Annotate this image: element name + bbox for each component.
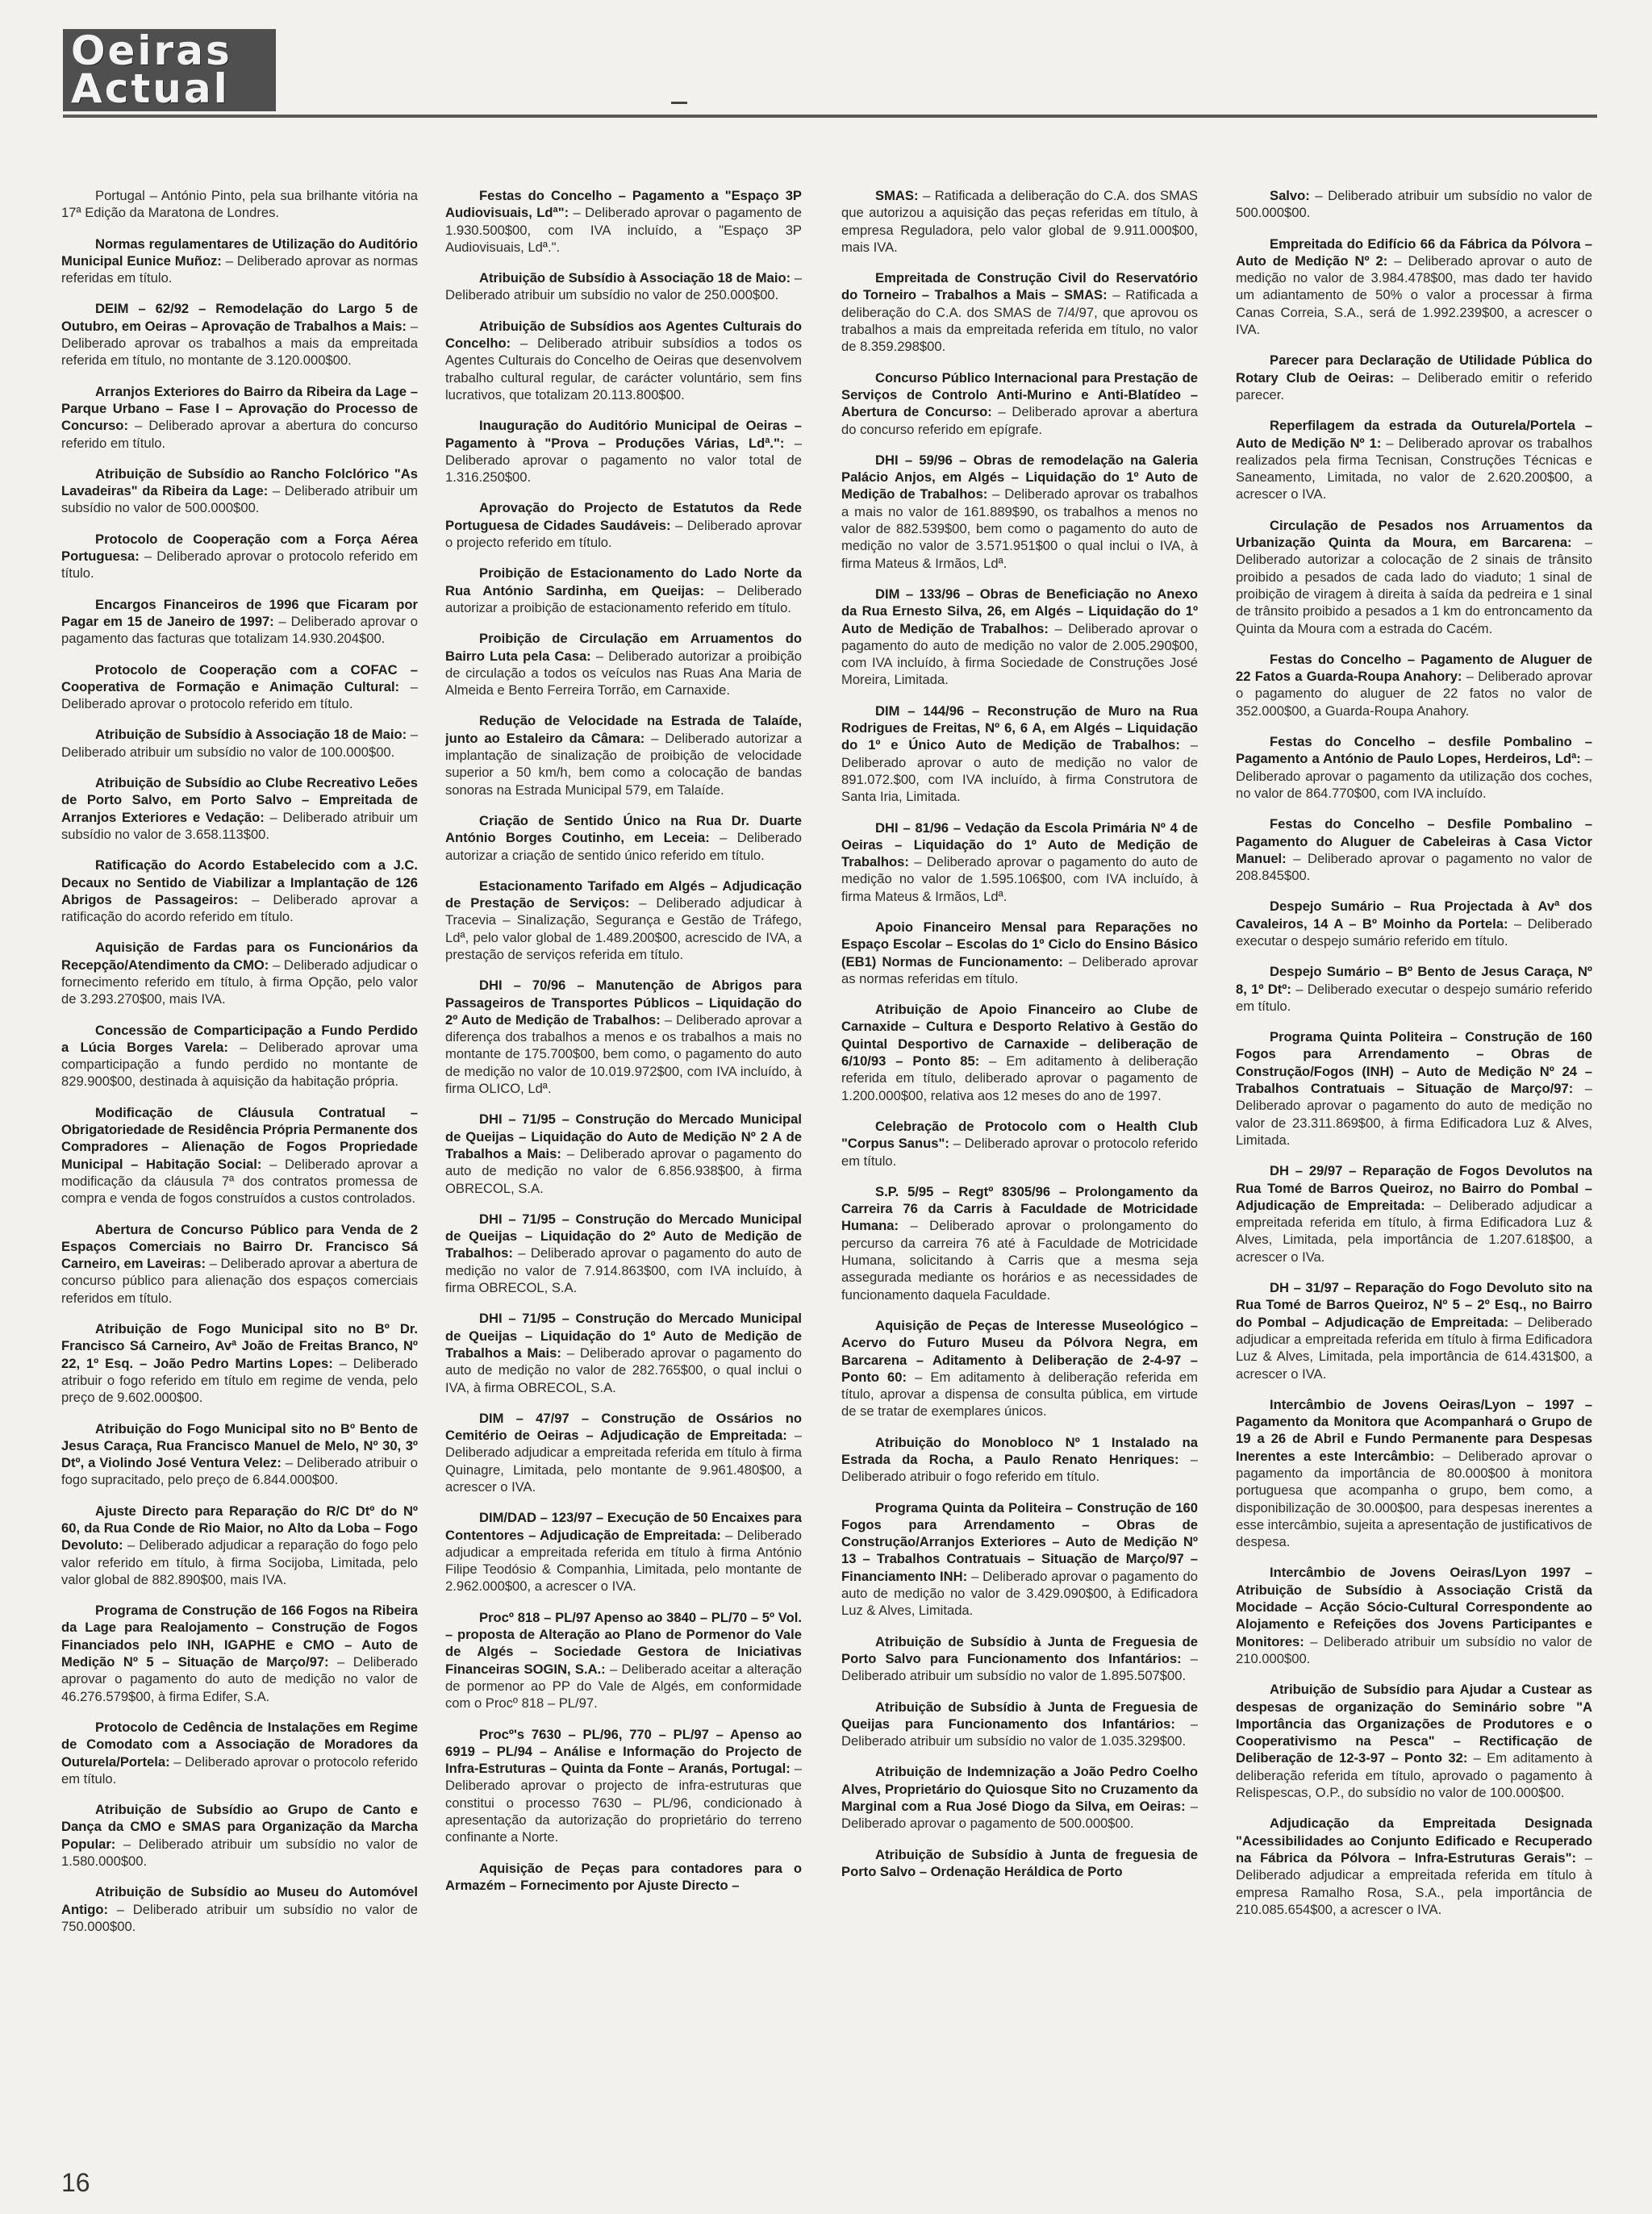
text-column-3 — [841, 187, 1198, 2123]
resolution-item — [1236, 517, 1592, 637]
resolution-text: – Deliberado autorizar a criação de sentido único referido em título. — [445, 830, 802, 863]
resolution-text: – Deliberado aprovar o projecto referido em título. — [445, 517, 802, 551]
resolution-item — [841, 1763, 1198, 1832]
resolution-text: – Deliberado atribuir o fogo referido em título em regime de venda, pelo preço de 9.602.000$00. — [61, 1355, 418, 1406]
resolution-item — [61, 1883, 418, 1935]
resolution-item — [61, 531, 418, 582]
resolution-item — [841, 1846, 1198, 1881]
resolution-heading: Programa Quinta Politeira – Construção de 160 Fogos para Arrendamento – Obras de Construção/Fogos (INH) – Auto de Medição Nº 24 – Trabalhos Contratuais – Situação de Março/97: — [1236, 1029, 1592, 1097]
text-column-4 — [1236, 187, 1592, 2123]
resolution-heading: Concessão de Comparticipação a Fundo Perdido a Lúcia Borges Varela: — [61, 1022, 418, 1055]
resolution-text: – Deliberado aprovar a ratificação do acordo referido em título. — [61, 891, 418, 925]
resolution-item — [445, 812, 802, 864]
resolution-heading: S.P. 5/95 – Regtº 8305/96 – Prolongamento da Carreira 76 da Carris à Faculdade de Motricidade Humana: — [841, 1183, 1198, 1234]
resolution-heading: DHI – 81/96 – Vedação da Escola Primária Nº 4 de Oeiras – Liquidação do 1º Auto de Medição de Trabalhos: — [841, 819, 1198, 870]
resolution-text: – Deliberado aprovar o protocolo referido em título. — [61, 678, 418, 712]
resolution-heading: Abertura de Concurso Público para Venda de 2 Espaços Comerciais no Bairro Dr. Francisco Sá Carneiro, em Laveiras: — [61, 1221, 418, 1272]
resolution-text: – Deliberado atribuir um subsídio no valor de 500.000$00. — [1236, 188, 1592, 221]
resolution-item — [1236, 963, 1592, 1015]
resolution-text: – Deliberado adjudicar a empreitada referida em título à firma Quinagre, Limitada, pelo montante de 9.961.480$00, a acrescer o IVA. — [445, 1428, 802, 1495]
resolution-text: – Deliberado atribuir um subsídio no valor de 500.000$00. — [61, 483, 418, 516]
resolution-heading: Empreitada de Construção Civil do Reservatório do Torneiro – Trabalhos a Mais – SMAS: — [841, 270, 1198, 303]
resolution-heading: Criação de Sentido Único na Rua Dr. Duarte António Borges Coutinho, em Leceia: — [445, 812, 802, 846]
resolution-item — [61, 1719, 418, 1787]
resolution-item — [61, 726, 418, 761]
resolution-text: – Deliberado aprovar o pagamento das facturas que totalizam 14.930.204$00. — [61, 613, 418, 647]
resolution-heading: Atribuição de Subsídio ao Grupo de Canto e Dança da CMO e SMAS para Organização da Marcha Popular: — [61, 1802, 418, 1852]
resolution-item — [841, 586, 1198, 689]
resolution-item — [841, 369, 1198, 438]
resolution-heading: Concurso Público Internacional para Prestação de Serviços de Controlo Anti-Murino e Anti-Blatídeo – Abertura de Concurso: — [841, 369, 1198, 420]
resolution-heading: Protocolo de Cooperação com a COFAC – Cooperativa de Formação e Animação Cultural: — [61, 661, 418, 694]
resolution-item — [61, 300, 418, 369]
resolution-text: – Deliberado autorizar a proibição de estacionamento referido em título. — [445, 582, 802, 615]
resolution-text: – Deliberado adjudicar a empreitada referida em título à firma Edificadora Luz & Alves, Limitada, pela importância de 614.431$00, a acrescer o IVA. — [1236, 1314, 1592, 1382]
resolution-text: – Em aditamento à deliberação referida em título, deliberado aprovar o pagamento de 1.200.000$00, relativa aos 12 meses do ano de 1997. — [841, 1053, 1198, 1103]
resolution-item — [841, 1434, 1198, 1486]
resolution-item — [445, 318, 802, 403]
resolution-heading: Atribuição de Subsídio ao Rancho Folclórico "As Lavadeiras" da Ribeira da Lage: — [61, 465, 418, 499]
resolution-heading: DHI – 71/95 – Construção do Mercado Municipal de Queijas – Liquidação do 1º Auto de Medição de Trabalhos a Mais: — [445, 1311, 802, 1361]
resolution-text: – Em aditamento à deliberação referida em título, aprovar a dispensa de consulta pública, em virtude de se tratar de exemplares únicos. — [841, 1369, 1198, 1420]
resolution-heading: Atribuição de Subsídio à Junta de freguesia de Porto Salvo – Ordenação Heráldica de Porto — [841, 1846, 1198, 1879]
resolution-text: – Deliberado adjudicar a empreitada referida em título à empresa Ramalho Rosa, S.A., pela importância de 210.085.654$00, a acrescer o IVA. — [1236, 1849, 1592, 1917]
resolution-text: – Deliberado emitir o referido parecer. — [1236, 369, 1592, 402]
resolution-item — [61, 1320, 418, 1406]
resolution-item — [841, 1317, 1198, 1420]
resolution-text: – Em aditamento à deliberação referida em título, aprovado o pagamento à Relispescas, O.P., do subsídio no valor de 100.000$00. — [1236, 1750, 1592, 1801]
resolution-heading: Aquisição de Fardas para os Funcionários da Recepção/Atendimento da CMO: — [61, 940, 418, 973]
resolution-item — [1236, 1564, 1592, 1667]
resolution-text: – Deliberado aprovar o pagamento de 500.000$00. — [841, 1799, 1198, 1832]
resolution-text: – Ratificada a deliberação do C.A. dos SMAS de 7/4/97, que aprovou os trabalhos a mais da empreitada referida em título, no valor de 8.359.298$00. — [841, 287, 1198, 355]
resolution-item — [61, 383, 418, 452]
resolution-heading: Atribuição de Subsídios aos Agentes Culturais do Concelho: — [445, 318, 802, 352]
resolution-heading: Celebração de Protocolo com o Health Club "Corpus Sanus": — [841, 1118, 1198, 1152]
resolution-text: – Deliberado aprovar o pagamento do auto de medição no valor de 2.005.290$00, com IVA incluído, à firma Sociedade de Construções José Moreira, Limitada. — [841, 620, 1198, 688]
resolution-heading: Apoio Financeiro Mensal para Reparações no Espaço Escolar – Escolas do 1º Ciclo do Ensino Básico (EB1) Normas de Funcionamento: — [841, 919, 1198, 969]
resolution-text: – Deliberado autorizar a colocação de 2 sinais de trânsito proibido a pesados de cada lado do viaduto; 1 sinal de proibição de viragem à direita à saída da pedreira e 1 sinal de trânsito proibido a pesados a 1 km do entroncamento da Quinta da Moura com a estrada do Cacém. — [1236, 535, 1592, 636]
resolution-heading: DIM – 144/96 – Reconstrução de Muro na Rua Rodrigues de Freitas, Nº 6, 6 A, em Algés – Liquidação do 1º e Único Auto de Medição de Trabalhos: — [841, 703, 1198, 753]
resolution-item — [61, 1602, 418, 1705]
resolution-item — [61, 857, 418, 925]
resolution-text: – Deliberado autorizar a proibição de circulação a todos os veículos nas Ruas Ana Maria de Almeida e Bento Ferreira Torrão, em Carnaxide. — [445, 648, 802, 698]
resolution-heading: Festas do Concelho – Desfile Pombalino – Pagamento do Aluguer de Cabeleiras à Casa Victor Manuel: — [1236, 816, 1592, 866]
resolution-item — [61, 1420, 418, 1489]
resolution-heading: Atribuição de Indemnização a João Pedro Coelho Alves, Proprietário do Quiosque Sito no Cruzamento da Marginal com a Rua José Diogo da Silva, em Oeiras: — [841, 1764, 1198, 1815]
resolution-text: – Ratificada a deliberação do C.A. dos SMAS que autorizou a aquisição das peças referidas em título, à empresa Reguladora, pelo valor global de 9.911.000$00, mais IVA. — [841, 188, 1198, 255]
resolution-heading: Despejo Sumário – Bº Bento de Jesus Caraça, Nº 8, 1º Dtº: — [1236, 964, 1592, 997]
resolution-item — [1236, 651, 1592, 719]
resolution-heading: Procº's 7630 – PL/96, 770 – PL/97 – Apenso ao 6919 – PL/94 – Análise e Informação do Projecto de Infra-Estruturas – Quinta da Fonte – Aranás, Portugal: — [445, 1726, 802, 1777]
resolution-item — [61, 774, 418, 843]
resolution-item — [445, 712, 802, 798]
resolution-item — [445, 269, 802, 304]
resolution-text: – Deliberado aprovar o protocolo referido em título. — [841, 1136, 1198, 1169]
resolution-item — [445, 1111, 802, 1196]
resolution-heading: Atribuição de Subsídio ao Museu do Automóvel Antigo: — [61, 1884, 418, 1917]
resolution-heading: Reperfilagem da estrada da Outurela/Portela – Auto de Medição Nº 1: — [1236, 418, 1592, 451]
masthead-line-2: Actual — [71, 65, 230, 112]
resolution-heading: DH – 29/97 – Reparação de Fogos Devolutos na Rua Tomé de Barros Queiroz, no Bairro do Pombal – Adjudicação de Empreitada: — [1236, 1163, 1592, 1213]
resolution-heading: Procº 818 – PL/97 Apenso ao 3840 – PL/70 – 5º Vol. – proposta de Alteração ao Plano de Pormenor do Vale de Algés – Sociedade Gestora de Iniciativas Financeiras SOGIN, S.A.: — [445, 1609, 802, 1677]
resolution-heading: Programa de Construção de 166 Fogos na Ribeira da Lage para Realojamento – Construção de Fogos Financiados pelo INH, IGAPHE e CMO – Auto de Medição Nº 5 – Situação de Março/97: — [61, 1603, 418, 1670]
resolution-item — [1236, 1396, 1592, 1551]
resolution-item — [445, 565, 802, 616]
resolution-heading: Atribuição de Fogo Municipal sito no Bº Dr. Francisco Sá Carneiro, Avª João de Freitas Branco, Nº 22, 1º Esq. – João Pedro Martins Lopes: — [61, 1321, 418, 1371]
resolution-item — [61, 1022, 418, 1090]
resolution-text: – Deliberado aprovar os trabalhos a mais no valor de 161.889$90, os trabalhos a menos no valor de 882.539$00, bem como o pagamento do auto de medição no valor de 3.571.951$00 o qual inclui o IVA, à firma Mateus & Irmãos, Ldª. — [841, 486, 1198, 571]
resolution-item — [61, 596, 418, 648]
resolution-heading: Proibição de Estacionamento do Lado Norte da Rua António Sardinha, em Queijas: — [445, 565, 802, 598]
resolution-item — [61, 1503, 418, 1588]
resolution-item — [445, 1609, 802, 1712]
resolution-text: – Deliberado atribuir o fogo referido em título. — [841, 1452, 1198, 1485]
resolution-item — [1236, 417, 1592, 502]
resolution-item — [1236, 733, 1592, 802]
resolution-text: – Deliberado executar o despejo sumário referido em título. — [1236, 915, 1592, 949]
header-rule — [63, 115, 1597, 118]
resolution-heading: Parecer para Declaração de Utilidade Pública do Rotary Club de Oeiras: — [1236, 352, 1592, 386]
resolution-heading: Festas do Concelho – Pagamento a "Espaço 3P Audiovisuais, Ldª": — [445, 188, 802, 221]
resolution-text: – Deliberado aprovar o pagamento do auto de medição no valor de 1.595.106$00, com IVA incluído, à firma Mateus & Irmãos, Ldª. — [841, 854, 1198, 904]
resolution-heading: Circulação de Pesados nos Arruamentos da Urbanização Quinta da Moura, em Barcarena: — [1236, 517, 1592, 551]
resolution-heading: Festas do Concelho – Pagamento de Aluguer de 22 Fatos a Guarda-Roupa Anahory: — [1236, 651, 1592, 685]
resolution-heading: Normas regulamentares de Utilização do Auditório Municipal Eunice Muñoz: — [61, 236, 418, 269]
resolution-item — [841, 1699, 1198, 1750]
resolution-heading: Estacionamento Tarifado em Algés – Adjudicação de Prestação de Serviços: — [445, 878, 802, 911]
resolution-text: – Deliberado aprovar o pagamento de 1.930.500$00, com IVA incluído, a "Espaço 3P Audiovisuais, Ldª.". — [445, 205, 802, 255]
resolution-item — [841, 703, 1198, 806]
resolution-item — [445, 1310, 802, 1395]
resolution-heading: Atribuição de Subsídio à Junta de Freguesia de Queijas para Funcionamento dos Infantários: — [841, 1699, 1198, 1732]
resolution-text: – Deliberado aprovar o pagamento do auto de medição no valor de 3.429.090$00, à Edificadora Luz & Alves, Limitada. — [841, 1568, 1198, 1619]
resolution-item — [61, 1104, 418, 1207]
resolution-text: – Deliberado atribuir um subsídio no valor de 1.580.000$00. — [61, 1836, 418, 1870]
resolution-item — [445, 630, 802, 698]
resolution-item — [1236, 815, 1592, 884]
resolution-heading: DHI – 59/96 – Obras de remodelação na Galeria Palácio Anjos, em Algés – Liquidação do 1º Auto de Medição de Trabalhos: — [841, 452, 1198, 502]
resolution-text: – Deliberado adjudicar o fornecimento referido em título, à firma Opção, pelo valor de 3.293.270$00, mais IVA. — [61, 957, 418, 1007]
resolution-item — [1236, 1681, 1592, 1801]
resolution-text: – Deliberado aprovar o pagamento do auto de medição no valor de 46.276.579$00, à firma Edifer, S.A. — [61, 1654, 418, 1704]
resolution-item — [61, 1221, 418, 1307]
resolution-heading: DH – 31/97 – Reparação do Fogo Devoluto sito na Rua Tomé de Barros Queiroz, Nº 5 – 2º Esq., no Bairro do Pombal – Adjudicação de Empreitada: — [1236, 1280, 1592, 1330]
resolution-text: – Deliberado atribuir um subsídio no valor de 1.035.329$00. — [841, 1716, 1198, 1749]
resolution-item — [841, 452, 1198, 572]
resolution-heading: SMAS: — [875, 188, 919, 203]
resolution-item — [61, 661, 418, 713]
resolution-item — [1236, 1815, 1592, 1918]
resolution-item — [445, 1211, 802, 1296]
resolution-text: – Deliberado adjudicar à Tracevia – Sinalização, Segurança e Gestão de Tráfego, Ldª, pelo valor global de 1.489.200$00, acrescido de IVA, a prestação de serviços referida em título. — [445, 895, 802, 962]
resolution-item — [61, 236, 418, 287]
resolution-item — [841, 1001, 1198, 1104]
resolution-heading: Redução de Velocidade na Estrada de Talaíde, junto ao Estaleiro da Câmara: — [445, 713, 802, 746]
masthead-logo — [63, 29, 276, 111]
resolution-item — [1236, 898, 1592, 949]
resolution-text: – Deliberado aprovar o protocolo referido em título. — [61, 548, 418, 582]
resolution-item — [445, 1726, 802, 1846]
resolution-heading: Atribuição de Subsídio à Associação 18 de Maio: — [95, 727, 407, 743]
resolution-item — [841, 1183, 1198, 1303]
resolution-heading: Encargos Financeiros de 1996 que Ficaram por Pagar em 15 de Janeiro de 1997: — [61, 596, 418, 629]
resolution-heading: Modificação de Cláusula Contratual – Obrigatoriedade de Residência Própria Permanente dos Compradores – Alienação de Fogos Propriedade Municipal – Habitação Social: — [61, 1104, 418, 1172]
resolution-text: – Deliberado aprovar o auto de medição no valor de 891.072.$00, com IVA incluído, à firma Construtora de Santa Iria, Limitada. — [841, 737, 1198, 805]
resolution-heading: Atribuição de Subsídio ao Clube Recreativo Leões de Porto Salvo, em Porto Salvo – Empreitada de Arranjos Exteriores e Vedação: — [61, 775, 418, 825]
resolution-heading: Atribuição do Fogo Municipal sito no Bº Bento de Jesus Caraça, Rua Francisco Manuel de Melo, Nº 30, 3º Dtº, a Violindo José Ventura Velez: — [61, 1420, 418, 1471]
resolution-item — [445, 1860, 802, 1895]
resolution-text: – Deliberado atribuir um subsídio no valor de 3.658.113$00. — [61, 809, 418, 842]
resolution-heading: DIM – 47/97 – Construção de Ossários no Cemitério de Oeiras – Adjudicação de Empreitada: — [445, 1410, 802, 1444]
resolution-item — [1236, 236, 1592, 339]
resolution-text: – Deliberado autorizar a implantação de sinalização de proibição de velocidade superior a 50 km/h, bem como a colocação de bandas sonoras na Estrada Municipal 579, em Talaíde. — [445, 730, 802, 798]
resolution-item — [61, 939, 418, 1007]
resolution-text: – Deliberado atribuir o fogo supracitado, pelo preço de 6.844.000$00. — [61, 1455, 418, 1488]
resolution-item — [445, 417, 802, 486]
resolution-text: – Deliberado aprovar a diferença dos trabalhos a menos e os trabalhos a mais no montante de 175.700$00, bem como, o pagamento do auto de medição no valor de 10.019.972$00, com IVA incluído, à firma OLICO, Ldª. — [445, 1011, 802, 1097]
resolution-item — [1236, 1028, 1592, 1149]
resolution-text: – Deliberado atribuir um subsídio no valor de 210.000$00. — [1236, 1633, 1592, 1666]
text-column-1 — [61, 187, 418, 2123]
resolution-heading: Protocolo de Cedência de Instalações em Regime de Comodato com a Associação de Moradores da Outurela/Portela: — [61, 1719, 418, 1770]
resolution-heading: Salvo: — [1270, 188, 1310, 203]
resolution-heading: Festas do Concelho – desfile Pombalino – Pagamento a António de Paulo Lopes, Herdeiros, Ldª: — [1236, 734, 1592, 767]
resolution-heading: Aquisição de Peças de Interesse Museológico – Acervo do Futuro Museu da Pólvora Negra, em Barcarena – Aditamento à Deliberação de 2-4-97 – Ponto 60: — [841, 1317, 1198, 1385]
resolution-text: – Deliberado aprovar o auto de medição no valor de 3.984.478$00, mas dado ter havido um adiantamento de 50% o valor a processar à firma Canas Correia, S.A., será de 1.992.239$00, a acrescer o IVA. — [1236, 252, 1592, 338]
text-column-2 — [445, 187, 802, 2123]
resolution-item — [61, 187, 418, 222]
resolution-text: – Deliberado atribuir subsídios a todos os Agentes Culturais do Concelho de Oeiras que desenvolvem trabalho cultural regular, de carácter voluntário, sem fins lucrativos, que totalizam 20.113.800$00. — [445, 336, 802, 402]
resolution-text: – Deliberado aprovar a abertura do concurso referido em título. — [61, 418, 418, 451]
resolution-text: – Deliberado aprovar o pagamento do aluguer de 22 fatos no valor de 352.000$00, a Guarda-Roupa Anahory. — [1236, 669, 1592, 719]
resolution-item — [445, 187, 802, 256]
resolution-item — [841, 269, 1198, 355]
resolution-text: – Deliberado atribuir um subsídio no valor de 750.000$00. — [61, 1901, 418, 1934]
resolution-item — [841, 1499, 1198, 1620]
resolution-text: – Deliberado adjudicar a reparação do fogo pelo valor referido em título, à firma Socijoba, Limitada, pelo valor global de 882.890$00, mais IVA. — [61, 1537, 418, 1587]
masthead-line-1: Oeiras — [71, 27, 232, 74]
resolution-heading: Aquisição de Peças para contadores para o Armazém – Fornecimento por Ajuste Directo – — [445, 1860, 802, 1893]
resolution-text: – Deliberado aprovar o pagamento no valor de 208.845$00. — [1236, 850, 1592, 884]
resolution-text: – Deliberado aprovar o pagamento no valor total de 1.316.250$00. — [445, 435, 802, 486]
resolution-item — [1236, 187, 1592, 222]
resolution-item — [841, 1633, 1198, 1685]
resolution-text: – Deliberado adjudicar a empreitada referida em título, à firma Edificadora Luz & Alves, Limitada, pela importância de 1.207.618$00, a acrescer o IVa. — [1236, 1197, 1592, 1265]
resolution-heading: Aprovação do Projecto de Estatutos da Rede Portuguesa de Cidades Saudáveis: — [445, 500, 802, 533]
resolution-heading: Adjudicação da Empreitada Designada "Acessibilidades ao Conjunto Edificado e Recuperado na Fábrica da Pólvora – Infra-Estruturas Gerais": — [1236, 1816, 1592, 1866]
resolution-text: – Deliberado aprovar a abertura de concurso público para alienação dos espaços comerciais referidos em título. — [61, 1256, 418, 1306]
resolution-heading: DHI – 71/95 – Construção do Mercado Municipal de Queijas – Liquidação do 2º Auto de Medição de Trabalhos: — [445, 1211, 802, 1261]
resolution-heading: Intercâmbio de Jovens Oeiras/Lyon – 1997 – Pagamento da Monitora que Acompanhará o Grupo de 19 a 26 de Abril e Fundo Permanente para Despesas Inerentes a este Intercâmbio: — [1236, 1396, 1592, 1464]
resolution-text: – Deliberado executar o despejo sumário referido em título. — [1236, 981, 1592, 1014]
resolution-text: – Deliberado aprovar a abertura do concurso referido em epígrafe. — [841, 404, 1198, 437]
resolution-heading: Despejo Sumário – Rua Projectada à Avª dos Cavaleiros, 14 A – Bº Moinho da Portela: — [1236, 899, 1592, 932]
resolution-text: – Deliberado aprovar o pagamento do auto de medição no valor de 7.914.863$00, com IVA incluído, à firma OBRECOL, S.A. — [445, 1245, 802, 1296]
resolution-text: – Deliberado aprovar uma comparticipação a fundo perdido no montante de 829.900$00, destinada à aquisição da habitação própria. — [61, 1039, 418, 1090]
resolution-heading: Atribuição de Subsídio para Ajudar a Custear as despesas de organização do Seminário sobre "A Importância das Organizações de Produtores e o Cooperativismo na Pesca" – Rectificação de Deliberação de 12-3-97 – Ponto 32: — [1236, 1682, 1592, 1766]
resolution-text: – Deliberado aprovar os trabalhos a mais da empreitada referida em título, no montante de 3.120.000$00. — [61, 318, 418, 369]
resolution-heading: DHI – 71/95 – Construção do Mercado Municipal de Queijas – Liquidação do Auto de Medição Nº 2 A de Trabalhos a Mais: — [445, 1111, 802, 1161]
resolution-heading: Arranjos Exteriores do Bairro da Ribeira da Lage – Parque Urbano – Fase I – Aprovação do Processo de Concurso: — [61, 383, 418, 434]
resolution-text: – Deliberado aprovar o projecto de infra-estruturas que constitui o processo 7630 – PL/96, condicionado à apresentação da autorização do proprietário do terreno confinante a Norte. — [445, 1761, 802, 1845]
resolution-heading: DEIM – 62/92 – Remodelação do Largo 5 de Outubro, em Oeiras – Aprovação de Trabalhos a Mais: — [61, 301, 418, 334]
resolution-heading: Ratificação do Acordo Estabelecido com a J.C. Decaux no Sentido de Viabilizar a Implantação de 126 Abrigos de Passageiros: — [61, 857, 418, 907]
resolution-heading: DIM/DAD – 123/97 – Execução de 50 Encaixes para Contentores – Adjudicação de Empreitada: — [445, 1510, 802, 1543]
resolution-text: – Deliberado aprovar as normas referidas em título. — [61, 252, 418, 286]
resolution-text: – Deliberado atribuir um subsídio no valor de 100.000$00. — [61, 727, 418, 760]
resolution-heading: Programa Quinta da Politeira – Construção de 160 Fogos para Arrendamento – Obras de Construção/Arranjos Exteriores – Auto de Medição Nº 13 – Trabalhos Contratuais – Situação de Março/97 – Financiamento INH: — [841, 1499, 1198, 1584]
resolution-heading: Atribuição de Apoio Financeiro ao Clube de Carnaxide – Cultura e Desporto Relativo à Gestão do Quintal Desportivo de Carnaxide – deliberação de 6/10/93 – Ponto 85: — [841, 1002, 1198, 1069]
resolution-text: – Deliberado aprovar o pagamento do auto de medição no valor de 23.311.869$00, à firma Edificadora Luz & Alves, Limitada. — [1236, 1081, 1592, 1148]
resolution-heading: Intercâmbio de Jovens Oeiras/Lyon 1997 – Atribuição de Subsídio à Associação Cristã da Mocidade – Acção Sócio-Cultural Correspondente ao Alojamento e Refeições dos Jovens Participantes e Monitores: — [1236, 1565, 1592, 1649]
resolution-heading: DIM – 133/96 – Obras de Beneficiação no Anexo da Rua Ernesto Silva, 26, em Algés – Liquidação do 1º Auto de Medição de Trabalhos: — [841, 586, 1198, 636]
resolution-heading: Inauguração do Auditório Municipal de Oeiras – Pagamento à "Prova – Produções Várias, Ldª.": — [445, 418, 802, 451]
resolution-heading: Proibição de Circulação em Arruamentos do Bairro Luta pela Casa: — [445, 631, 802, 664]
header-dash — [671, 102, 687, 104]
resolution-text: – Deliberado aprovar o pagamento da utilização dos coches, no valor de 864.770$00, com IVA incluído. — [1236, 751, 1592, 801]
resolution-item — [445, 1509, 802, 1595]
resolution-text: – Deliberado adjudicar a empreitada referida em título à firma António Filipe Teodósio & Companhia, Limitada, pelo montante de 2.962.000$00, a acrescer o IVA. — [445, 1527, 802, 1595]
resolution-text: – Deliberado atribuir um subsídio no valor de 250.000$00. — [445, 270, 802, 303]
resolution-item — [1236, 1279, 1592, 1382]
resolution-text: – Deliberado aprovar o pagamento do auto de medição no valor de 6.856.938$00, à firma OBRECOL, S.A. — [445, 1145, 802, 1196]
resolution-text: – Deliberado aprovar o pagamento do auto de medição no valor de 282.765$00, o qual inclui o IVA, à firma OBRECOL, S.A. — [445, 1345, 802, 1395]
resolution-item — [61, 465, 418, 517]
resolution-text: Portugal – António Pinto, pela sua brilhante vitória na 17ª Edição da Maratona de Londres. — [61, 188, 418, 221]
resolution-text: – Deliberado aceitar a alteração de pormenor ao PP do Vale de Algés, em conformidade com o Procº 818 – PL/97. — [445, 1661, 802, 1712]
resolution-item — [1236, 1162, 1592, 1265]
resolution-heading: Ajuste Directo para Reparação do R/C Dtº do Nº 60, da Rua Conde de Rio Maior, no Alto da Loba – Fogo Devoluto: — [61, 1503, 418, 1553]
resolution-heading: Empreitada do Edifício 66 da Fábrica da Pólvora – Auto de Medição Nº 2: — [1236, 236, 1592, 269]
resolution-item — [841, 1118, 1198, 1170]
resolution-item — [445, 878, 802, 963]
resolution-item — [445, 977, 802, 1097]
resolution-heading: Protocolo de Cooperação com a Força Aérea Portuguesa: — [61, 531, 418, 565]
resolution-item — [841, 187, 1198, 256]
resolution-heading: DHI – 70/96 – Manutenção de Abrigos para Passageiros de Transportes Públicos – Liquidação do 2º Auto de Medição de Trabalhos: — [445, 978, 802, 1028]
resolution-text: – Deliberado aprovar o prolongamento do percurso da carreira 76 até à Faculdade de Motricidade Humana, solicitando à Carris que a mesma seja assegurada mediante os horários e as necessidades de funcionamento daquela Faculdade. — [841, 1218, 1198, 1303]
resolution-item — [841, 819, 1198, 905]
resolution-text: – Deliberado atribuir um subsídio no valor de 1.895.507$00. — [841, 1650, 1198, 1684]
resolution-text: – Deliberado aprovar a modificação da cláusula 7ª dos contratos promessa de compra e venda de fogos construídos a custos controlados. — [61, 1156, 418, 1207]
resolution-text: – Deliberado aprovar o protocolo referido em título. — [61, 1753, 418, 1787]
resolution-text: – Deliberado aprovar os trabalhos realizados pela firma Tecnisan, Construções Técnicas e Saneamento, Limitada, no valor de 2.620.200$00, a acrescer o IVA. — [1236, 435, 1592, 502]
resolution-text: – Deliberado aprovar as normas referidas em título. — [841, 953, 1198, 986]
resolution-item — [445, 499, 802, 551]
resolution-item — [61, 1801, 418, 1870]
resolution-item — [841, 919, 1198, 987]
resolution-heading: Atribuição de Subsídio à Junta de Freguesia de Porto Salvo para Funcionamento dos Infantários: — [841, 1633, 1198, 1666]
resolution-item — [445, 1410, 802, 1495]
resolution-heading: Atribuição de Subsídio à Associação 18 de Maio: — [479, 270, 791, 286]
resolution-item — [1236, 352, 1592, 403]
resolution-heading: Atribuição do Monobloco Nº 1 Instalado na Estrada da Rocha, a Paulo Renato Henriques: — [841, 1434, 1198, 1467]
page-number: 16 — [61, 2168, 90, 2197]
resolution-text: – Deliberado aprovar o pagamento da importância de 80.000$00 à monitora portuguesa que acompanha o grupo, bem como, a disponibilização de 30.000$00, para despesas inerentes a esse intercâmbio, sujeita a apresentação de justificativos de despesa. — [1236, 1448, 1592, 1550]
